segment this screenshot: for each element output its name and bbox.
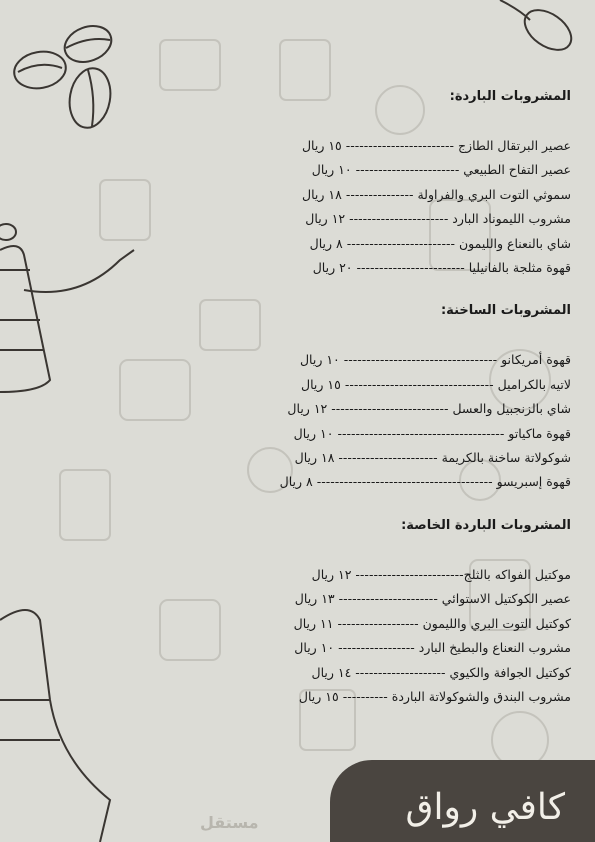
menu-item: شاي بالزنجبيل والعسل -------------------------- ١٢ ريال <box>287 401 571 417</box>
menu-item: قهوة ماكياتو ------------------------------------- ١٠ ريال <box>293 425 571 441</box>
kettle-icon <box>0 224 134 392</box>
special-cold-drinks-section <box>241 515 571 709</box>
menu-item: كوكتيل الجوافة والكيوي -------------------- ١٤ ريال <box>311 664 571 680</box>
coffee-beans-icon <box>11 20 116 131</box>
spoon-icon <box>500 0 578 58</box>
menu-item: قهوة إسبريسو --------------------------------------- ٨ ريال <box>279 474 571 490</box>
menu-item: لاتيه بالكراميل --------------------------------- ١٥ ريال <box>301 376 571 392</box>
hot-drinks-section <box>241 300 571 494</box>
menu-item: سموثي التوت البري والفراولة --------------- ١٨ ريال <box>302 186 571 202</box>
menu <box>241 80 571 709</box>
watermark: مستقل <box>200 813 259 832</box>
menu-item: موكتيل الفواكه بالثلج------------------------ ١٢ ريال <box>311 566 571 582</box>
menu-item: عصير الكوكتيل الاستوائي ---------------------- ١٣ ريال <box>294 591 571 607</box>
menu-item: شاي بالنعناع والليمون ------------------------ ٨ ريال <box>309 235 571 251</box>
menu-item: مشروب البندق والشوكولاتة الباردة ---------- ١٥ ريال <box>298 688 571 704</box>
brand-panel <box>330 760 595 842</box>
menu-item: عصير التفاح الطبيعي ----------------------- ١٠ ريال <box>311 162 571 178</box>
menu-item: مشروب الليموناد البارد ---------------------- ١٢ ريال <box>305 211 571 227</box>
menu-item: قهوة أمريكانو ---------------------------------- ١٠ ريال <box>299 352 571 368</box>
menu-item: شوكولاتة ساخنة بالكريمة ---------------------- ١٨ ريال <box>294 450 571 466</box>
section-title: المشروبات الباردة الخاصة: <box>401 517 571 533</box>
menu-item: قهوة مثلجة بالفانيليا ------------------------ ٢٠ ريال <box>312 260 571 276</box>
pitcher-icon <box>0 610 110 842</box>
menu-item: عصير البرتقال الطازج ------------------------ ١٥ ريال <box>301 138 571 153</box>
menu-item: مشروب النعناع والبطيخ البارد ----------------- ١٠ ريال <box>294 640 571 656</box>
section-title: المشروبات الباردة: <box>449 89 571 104</box>
menu-item: كوكتيل التوت البري والليمون ------------------ ١١ ريال <box>293 615 571 631</box>
brand-logo: كافي رواق <box>405 787 565 828</box>
section-title: المشروبات الساخنة: <box>440 303 571 319</box>
cold-drinks-section <box>241 86 571 280</box>
